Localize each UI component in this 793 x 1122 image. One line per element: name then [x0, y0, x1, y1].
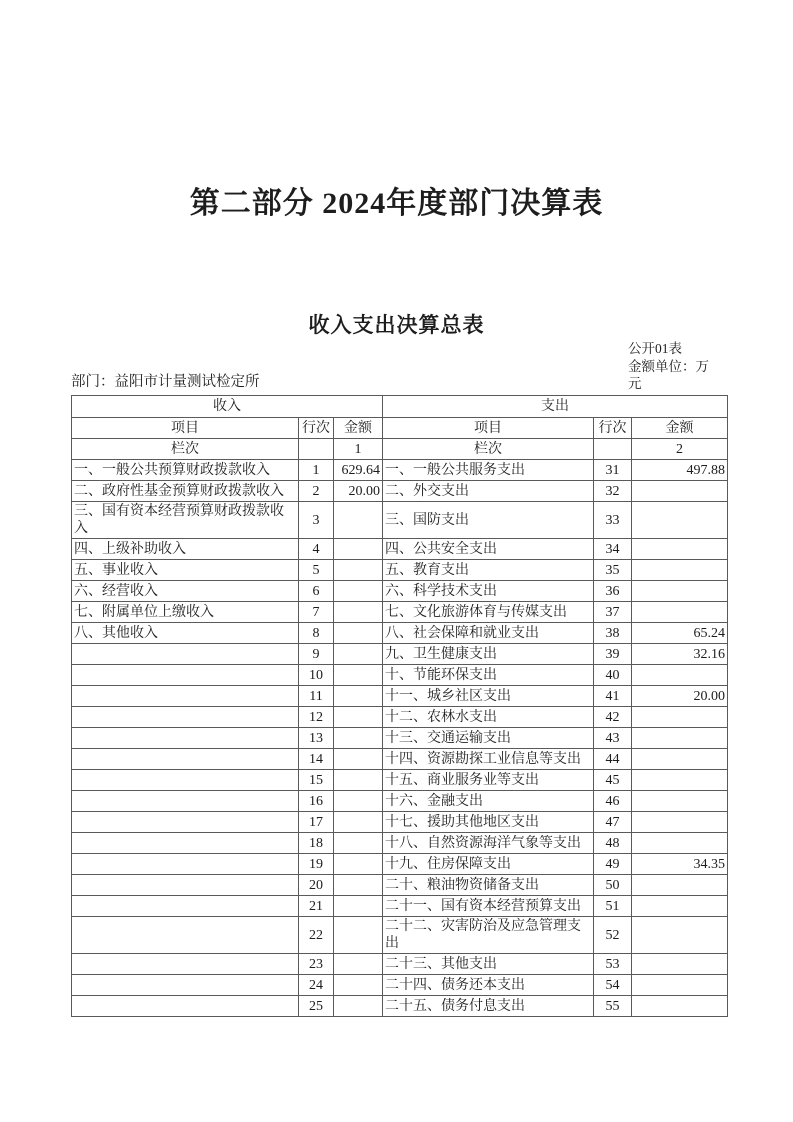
expense-amount-cell: 32.16 — [632, 644, 728, 665]
table-row — [72, 644, 728, 665]
expense-line-col-header: 行次 — [594, 418, 632, 439]
expense-item-cell: 二十三、其他支出 — [383, 954, 594, 975]
income-item-cell — [72, 728, 299, 749]
expense-line-cell: 34 — [594, 539, 632, 560]
expense-line-cell: 33 — [594, 502, 632, 539]
income-item-cell — [72, 749, 299, 770]
expense-amount-cell — [632, 539, 728, 560]
summary-table — [71, 395, 728, 1017]
income-line-cell: 6 — [299, 581, 334, 602]
income-line-cell: 4 — [299, 539, 334, 560]
table-row — [72, 502, 728, 539]
income-item-cell — [72, 917, 299, 954]
expense-amount-cell: 20.00 — [632, 686, 728, 707]
column-header-row — [72, 418, 728, 439]
expense-line-cell: 48 — [594, 833, 632, 854]
expense-line-cell: 53 — [594, 954, 632, 975]
expense-line-cell: 54 — [594, 975, 632, 996]
table-row — [72, 791, 728, 812]
income-line-cell: 17 — [299, 812, 334, 833]
income-line-cell: 21 — [299, 896, 334, 917]
expense-lanci-line-cell — [594, 439, 632, 460]
income-amount-cell: 20.00 — [334, 481, 383, 502]
expense-item-col-header: 项目 — [383, 418, 594, 439]
expense-amount-cell — [632, 896, 728, 917]
income-amount-cell — [334, 665, 383, 686]
expense-item-cell: 一、一般公共服务支出 — [383, 460, 594, 481]
expense-amount-cell — [632, 728, 728, 749]
doc-meta-block — [628, 340, 722, 393]
income-column-index: 1 — [334, 439, 383, 460]
expense-line-cell: 51 — [594, 896, 632, 917]
income-item-cell — [72, 812, 299, 833]
expense-item-cell: 八、社会保障和就业支出 — [383, 623, 594, 644]
department-label: 部门：益阳市计量测试检定所 — [71, 374, 260, 390]
expense-item-cell: 二十五、债务付息支出 — [383, 996, 594, 1017]
expense-item-cell: 二十、粮油物资储备支出 — [383, 875, 594, 896]
expense-item-cell: 十一、城乡社区支出 — [383, 686, 594, 707]
income-item-cell — [72, 896, 299, 917]
table-row — [72, 707, 728, 728]
expense-item-cell: 七、文化旅游体育与传媒支出 — [383, 602, 594, 623]
table-body — [72, 396, 728, 1017]
income-item-cell: 七、附属单位上缴收入 — [72, 602, 299, 623]
income-amount-cell — [334, 623, 383, 644]
income-line-cell: 12 — [299, 707, 334, 728]
table-row — [72, 854, 728, 875]
table-row — [72, 833, 728, 854]
income-item-cell — [72, 954, 299, 975]
table-row — [72, 917, 728, 954]
section-header-row — [72, 396, 728, 418]
page-title: 第二部分 2024年度部门决算表 — [189, 187, 604, 220]
income-item-cell — [72, 975, 299, 996]
income-item-cell — [72, 854, 299, 875]
income-item-cell: 一、一般公共预算财政拨款收入 — [72, 460, 299, 481]
income-line-cell: 1 — [299, 460, 334, 481]
income-line-cell: 13 — [299, 728, 334, 749]
income-item-cell: 五、事业收入 — [72, 560, 299, 581]
expense-amount-cell — [632, 749, 728, 770]
table-row — [72, 728, 728, 749]
column-index-row — [72, 439, 728, 460]
income-line-cell: 8 — [299, 623, 334, 644]
table-row — [72, 481, 728, 502]
expense-amount-col-header: 金额 — [632, 418, 728, 439]
income-item-cell: 六、经营收入 — [72, 581, 299, 602]
table-row — [72, 896, 728, 917]
table-row — [72, 581, 728, 602]
expense-item-cell: 十五、商业服务业等支出 — [383, 770, 594, 791]
income-item-cell — [72, 707, 299, 728]
income-amount-cell — [334, 791, 383, 812]
income-amount-cell — [334, 749, 383, 770]
expense-amount-cell: 65.24 — [632, 623, 728, 644]
table-row — [72, 770, 728, 791]
table-title: 收入支出决算总表 — [308, 313, 485, 337]
income-line-cell: 9 — [299, 644, 334, 665]
expense-line-cell: 49 — [594, 854, 632, 875]
expense-amount-cell: 34.35 — [632, 854, 728, 875]
income-amount-col-header: 金额 — [334, 418, 383, 439]
income-amount-cell — [334, 728, 383, 749]
expense-amount-cell — [632, 602, 728, 623]
table-row — [72, 665, 728, 686]
expense-item-cell: 十六、金融支出 — [383, 791, 594, 812]
income-amount-cell — [334, 686, 383, 707]
table-meta — [0, 338, 793, 395]
income-item-col-header: 项目 — [72, 418, 299, 439]
expense-lanci-label: 栏次 — [383, 439, 594, 460]
income-line-cell: 10 — [299, 665, 334, 686]
expense-line-cell: 35 — [594, 560, 632, 581]
expense-amount-cell — [632, 917, 728, 954]
income-line-cell: 22 — [299, 917, 334, 954]
table-row — [72, 560, 728, 581]
income-amount-cell — [334, 917, 383, 954]
expense-item-cell: 三、国防支出 — [383, 502, 594, 539]
income-amount-cell — [334, 502, 383, 539]
income-item-cell: 三、国有资本经营预算财政拨款收入 — [72, 502, 299, 539]
income-item-cell — [72, 665, 299, 686]
expense-amount-cell — [632, 502, 728, 539]
expense-column-index: 2 — [632, 439, 728, 460]
expense-line-cell: 52 — [594, 917, 632, 954]
table-row — [72, 460, 728, 481]
expense-amount-cell — [632, 812, 728, 833]
income-line-cell: 19 — [299, 854, 334, 875]
expense-line-cell: 43 — [594, 728, 632, 749]
expense-amount-cell — [632, 481, 728, 502]
table-row — [72, 749, 728, 770]
expense-line-cell: 36 — [594, 581, 632, 602]
expense-item-cell: 十八、自然资源海洋气象等支出 — [383, 833, 594, 854]
expense-line-cell: 45 — [594, 770, 632, 791]
income-amount-cell — [334, 644, 383, 665]
expense-item-cell: 二十一、国有资本经营预算支出 — [383, 896, 594, 917]
expense-line-cell: 47 — [594, 812, 632, 833]
income-line-cell: 25 — [299, 996, 334, 1017]
table-row — [72, 975, 728, 996]
expense-amount-cell — [632, 770, 728, 791]
income-item-cell — [72, 770, 299, 791]
income-line-cell: 24 — [299, 975, 334, 996]
income-item-cell: 四、上级补助收入 — [72, 539, 299, 560]
income-line-cell: 15 — [299, 770, 334, 791]
income-line-cell: 23 — [299, 954, 334, 975]
income-line-cell: 11 — [299, 686, 334, 707]
income-item-cell: 八、其他收入 — [72, 623, 299, 644]
table-row — [72, 623, 728, 644]
income-line-cell: 3 — [299, 502, 334, 539]
table-row — [72, 954, 728, 975]
income-line-cell: 5 — [299, 560, 334, 581]
expense-line-cell: 42 — [594, 707, 632, 728]
income-amount-cell — [334, 975, 383, 996]
unit-label: 金额单位：万元 — [628, 358, 709, 391]
income-item-cell — [72, 791, 299, 812]
table-row — [72, 812, 728, 833]
expense-item-cell: 十三、交通运输支出 — [383, 728, 594, 749]
income-item-cell — [72, 833, 299, 854]
expense-item-cell: 二、外交支出 — [383, 481, 594, 502]
income-item-cell — [72, 644, 299, 665]
expense-amount-cell — [632, 581, 728, 602]
expense-line-cell: 31 — [594, 460, 632, 481]
income-amount-cell — [334, 812, 383, 833]
expense-amount-cell — [632, 996, 728, 1017]
expense-line-cell: 50 — [594, 875, 632, 896]
expense-amount-cell — [632, 707, 728, 728]
expense-item-cell: 十、节能环保支出 — [383, 665, 594, 686]
expense-line-cell: 44 — [594, 749, 632, 770]
income-line-cell: 20 — [299, 875, 334, 896]
table-row — [72, 602, 728, 623]
expense-amount-cell — [632, 833, 728, 854]
income-lanci-label: 栏次 — [72, 439, 299, 460]
expense-amount-cell — [632, 560, 728, 581]
expense-item-cell: 十四、资源勘探工业信息等支出 — [383, 749, 594, 770]
expense-item-cell: 二十二、灾害防治及应急管理支出 — [383, 917, 594, 954]
expense-item-cell: 二十四、债务还本支出 — [383, 975, 594, 996]
income-amount-cell — [334, 833, 383, 854]
expense-line-cell: 32 — [594, 481, 632, 502]
expense-item-cell: 四、公共安全支出 — [383, 539, 594, 560]
income-line-cell: 16 — [299, 791, 334, 812]
expense-amount-cell: 497.88 — [632, 460, 728, 481]
expense-amount-cell — [632, 954, 728, 975]
expense-amount-cell — [632, 665, 728, 686]
income-amount-cell — [334, 581, 383, 602]
expense-line-cell: 37 — [594, 602, 632, 623]
expense-item-cell: 十二、农林水支出 — [383, 707, 594, 728]
expense-line-cell: 38 — [594, 623, 632, 644]
income-lanci-line-cell — [299, 439, 334, 460]
expense-item-cell: 九、卫生健康支出 — [383, 644, 594, 665]
table-row — [72, 539, 728, 560]
income-item-cell: 二、政府性基金预算财政拨款收入 — [72, 481, 299, 502]
income-amount-cell — [334, 854, 383, 875]
income-item-cell — [72, 686, 299, 707]
expense-line-cell: 39 — [594, 644, 632, 665]
income-section-header: 收入 — [72, 396, 383, 418]
income-amount-cell — [334, 954, 383, 975]
expense-item-cell: 六、科学技术支出 — [383, 581, 594, 602]
income-amount-cell — [334, 875, 383, 896]
income-amount-cell — [334, 602, 383, 623]
income-line-col-header: 行次 — [299, 418, 334, 439]
expense-item-cell: 五、教育支出 — [383, 560, 594, 581]
income-amount-cell — [334, 770, 383, 791]
expense-amount-cell — [632, 875, 728, 896]
expense-line-cell: 40 — [594, 665, 632, 686]
income-amount-cell — [334, 896, 383, 917]
income-amount-cell — [334, 707, 383, 728]
expense-line-cell: 41 — [594, 686, 632, 707]
table-row — [72, 875, 728, 896]
income-item-cell — [72, 875, 299, 896]
expense-section-header: 支出 — [383, 396, 728, 418]
income-item-cell — [72, 996, 299, 1017]
expense-amount-cell — [632, 975, 728, 996]
expense-line-cell: 46 — [594, 791, 632, 812]
table-row — [72, 686, 728, 707]
expense-item-cell: 十七、援助其他地区支出 — [383, 812, 594, 833]
expense-item-cell: 十九、住房保障支出 — [383, 854, 594, 875]
income-amount-cell: 629.64 — [334, 460, 383, 481]
expense-amount-cell — [632, 791, 728, 812]
table-row — [72, 996, 728, 1017]
income-amount-cell — [334, 539, 383, 560]
income-amount-cell — [334, 560, 383, 581]
income-line-cell: 7 — [299, 602, 334, 623]
doc-number-label: 公开01表 — [628, 341, 682, 356]
income-line-cell: 18 — [299, 833, 334, 854]
income-line-cell: 2 — [299, 481, 334, 502]
income-line-cell: 14 — [299, 749, 334, 770]
expense-line-cell: 55 — [594, 996, 632, 1017]
income-amount-cell — [334, 996, 383, 1017]
